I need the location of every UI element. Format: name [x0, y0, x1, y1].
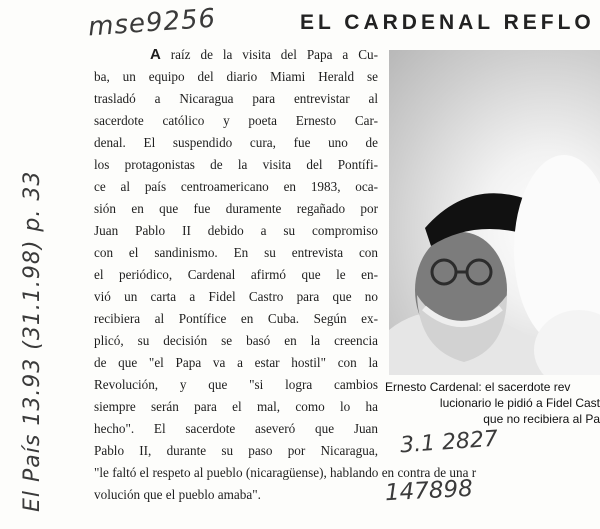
article-line-8: sión en que fue duramente regañado por [94, 201, 378, 216]
handwritten-source-note: El País 13.93 (31.1.98) p. 33 [20, 170, 45, 512]
article-line-13: recibiera al Pontífice en Cuba. Según ex- [94, 311, 378, 326]
article-line-14: plicó, su decisión se basó en la creencia [94, 333, 378, 348]
article-line-10: con el sandinismo. En su entrevista con [94, 245, 378, 260]
article-line-17: siempre serán para el mal, como lo ha [94, 399, 378, 414]
photo-figure [389, 50, 600, 375]
article-line-4: sacerdote católico y poeta Ernesto Car- [94, 113, 378, 128]
article-line-19: Pablo II, durante su paso por Nicaragua, [94, 443, 378, 458]
article-line-9: Juan Pablo II debido a su compromiso [94, 223, 378, 238]
article-line-15: de que "el Papa va a estar hostil" con la [94, 355, 378, 370]
article-line-20: "le faltó el respeto al pueblo (nicaragüense), hablando en contra de una r [94, 465, 477, 480]
article-line-18: hecho". El sacerdote aseveró que Juan [94, 421, 378, 436]
article-line-2: ba, un equipo del diario Miami Herald se [94, 69, 378, 84]
article-line-21: volución que el pueblo amaba". [94, 487, 261, 502]
handwritten-number: 147898 [384, 475, 474, 507]
handwritten-code: mse9256 [87, 3, 217, 43]
article-line-6: los protagonistas de la visita del Pontífi- [94, 157, 378, 172]
article-line-11: el periódico, Cardenal afirmó que le en- [94, 267, 378, 282]
caption-line-2: lucionario le pidió a Fidel Cast [439, 396, 600, 410]
article-line-3: trasladó a Nicaragua para entrevistar al [94, 91, 378, 106]
article-line-1: A raíz de la visita del Papa a Cu- [150, 47, 378, 63]
article-line-5: denal. El suspendido cura, fue uno de [94, 135, 378, 150]
article-line-16: Revolución, y que "si logra cambios [94, 377, 378, 392]
drop-cap: A [150, 47, 161, 63]
article-line-12: vió un carta a Fidel Castro para que no [94, 289, 378, 304]
headline: EL CARDENAL REFLO [300, 11, 595, 34]
portrait-photo [389, 50, 600, 375]
caption-line-3: que no recibiera al Pa [483, 412, 600, 426]
handwritten-date-note: 3.1 2827 [399, 426, 499, 459]
caption-line-1: Ernesto Cardenal: el sacerdote rev [385, 380, 571, 394]
article-line-7: ce al país centroamericano en 1983, oca- [94, 179, 378, 194]
